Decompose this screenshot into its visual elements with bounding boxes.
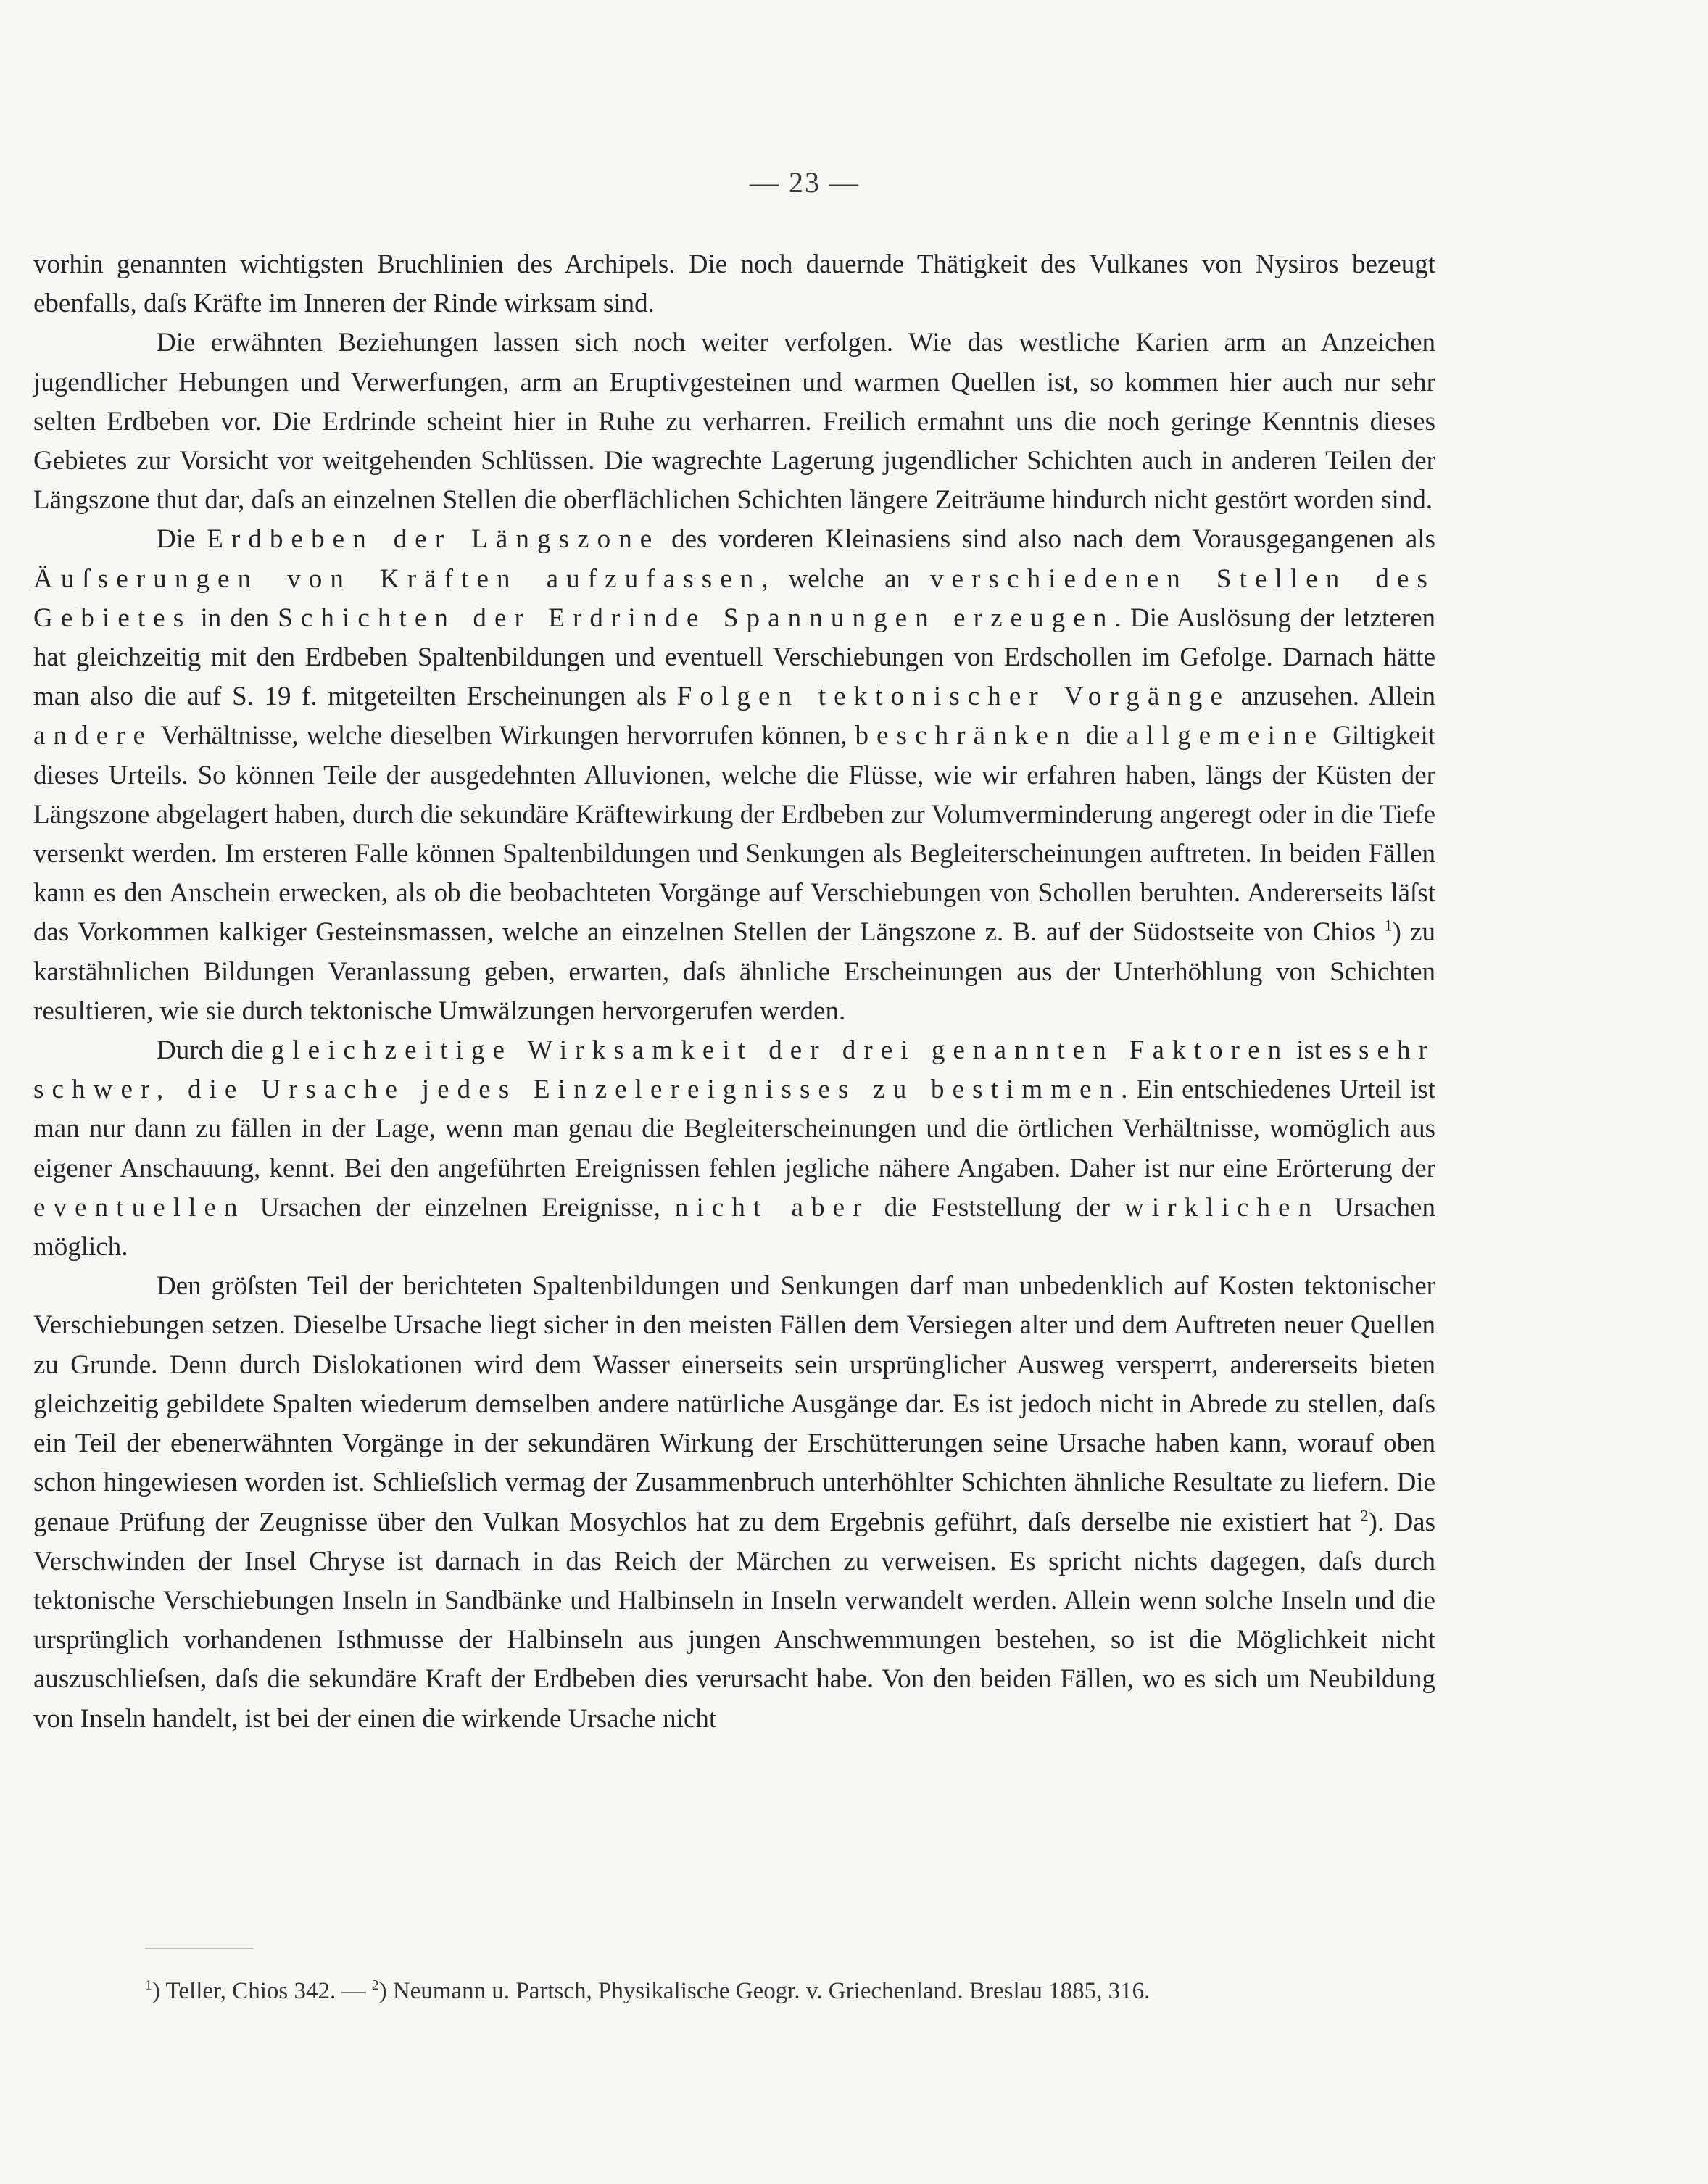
spaced-emphasis: Schichten der Erdrinde Spannungen erzeugen (278, 603, 1115, 633)
body-text (33, 245, 1435, 1739)
text-run: Die (157, 524, 207, 555)
spaced-emphasis: allgemeine (1126, 721, 1325, 751)
text-run: Den gröſsten Teil der berichteten Spaltenbildungen und Senkungen darf man unbedenklich auf Kosten tektonischer Verschiebungen setzen. Dieselbe Ursache liegt sicher in den meisten Fällen dem Versiegen alter und dem Auftreten neuer Quellen zu Grunde. Denn durch Dislokationen wird dem Wasser einerseits sein ursprünglicher Ausweg versperrt, andererseits bieten gleichzeitig gebildete Spalten wiederum demselben andere natürliche Ausgänge dar. Es ist jedoch nicht in Abrede zu stellen, daſs ein Teil der ebenerwähnten Vorgänge in der sekundären Wirkung der Erschütterungen seine Ursache haben kann, worauf oben schon hingewiesen worden ist. Schlieſslich vermag der Zusammenbruch unterhöhlter Schichten ähnliche Resultate zu liefern. Die genaue Prüfung der Zeugnisse über den Vulkan Mosychlos hat zu dem Ergebnis geführt, daſs derselbe nie existiert hat (33, 1271, 1435, 1537)
page-number: — 23 — (750, 166, 860, 199)
text-run: Verhältnisse, welche dieselben Wirkungen hervorrufen können, (153, 721, 855, 751)
footnotes (145, 1974, 1435, 2009)
spaced-emphasis: sehr schwer, die Ursache jedes Einzelereignisses zu bestimmen (33, 1035, 1436, 1105)
text-run: die Feststellung der (869, 1192, 1124, 1223)
paragraph-4 (33, 1031, 1435, 1267)
text-run: in den (191, 603, 278, 633)
text-run: des vorderen Kleinasiens sind also nach dem Vorausgegangenen als (660, 524, 1435, 555)
spaced-emphasis: nicht aber (674, 1192, 870, 1223)
paragraph-3 (33, 520, 1435, 1031)
spaced-emphasis: Folgen tektonischer Vorgänge (676, 682, 1231, 712)
text-run: ). Das Verschwinden der Insel Chryse ist darnach in das Reich der Märchen zu verweisen. Es spricht nichts dagegen, daſs durch tektonische Verschiebungen Inseln in Sandbänke und Halbinseln in Inseln verwandelt werden. Allein wenn solche Inseln und die ursprünglich vorhandenen Isthmusse der Halbinseln aus jungen Anschwemmungen bestehen, so ist die Möglichkeit nicht auszuschlieſsen, daſs die sekundäre Kraft der Erdbeben dies verursacht habe. Von den beiden Fällen, wo es sich um Neubildung von Inseln handelt, ist bei der einen die wirkende Ursache nicht (33, 1507, 1435, 1734)
text-run: Durch die (157, 1035, 271, 1066)
text-run: Ursachen möglich. (33, 1192, 1435, 1262)
text-run: Ursachen der einzelnen Ereignisse, (245, 1192, 675, 1223)
footnote-ref-1[interactable]: 1 (1384, 917, 1393, 935)
spaced-emphasis: eventuellen (33, 1192, 246, 1223)
paragraph-2: Die erwähnten Beziehungen lassen sich noch weiter verfolgen. Wie das westliche Karien arm an Anzeichen jugendlicher Hebungen und Verwerfungen, arm an Eruptivgesteinen und warmen Quellen ist, so kommen hier auch nur sehr selten Erdbeben vor. Die Erdrinde scheint hier in Ruhe zu verharren. Freilich ermahnt uns die noch geringe Kenntnis dieses Gebietes zur Vorsicht vor weitgehenden Schlüssen. Die wagrechte Lagerung jugendlicher Schichten auch in anderen Teilen der Längszone thut dar, daſs an einzelnen Stellen die oberflächlichen Schichten längere Zeiträume hindurch nicht gestört worden sind. (33, 328, 1435, 516)
spaced-emphasis: wirklichen (1124, 1192, 1320, 1223)
text-run: , welche an (761, 563, 930, 594)
spaced-emphasis: verschiedenen Stellen des Gebietes (33, 563, 1435, 633)
text-run: . Ein entschiedenes Urteil ist man nur dann zu fällen in der Lage, wenn man genau die Begleiterscheinungen und die örtlichen Verhältnisse, womöglich aus eigener Anschauung, kennt. Bei den angeführten Ereignissen fehlen jegliche nähere Angaben. Daher ist nur eine Erörterung der (33, 1075, 1435, 1183)
spaced-emphasis: beschränken (855, 721, 1078, 751)
text-run: ist es (1289, 1035, 1359, 1066)
spaced-emphasis: Äuſserungen von Kräften aufzufassen (33, 563, 762, 594)
spaced-emphasis: Erdbeben der Längszone (207, 524, 660, 555)
paragraph-5 (33, 1267, 1435, 1738)
text-run: anzusehen. Allein (1230, 682, 1436, 712)
footnote-2: ) Neumann u. Partsch, Physikalische Geogr. v. Griechenland. Breslau 1885, 316. (378, 1978, 1151, 2004)
spaced-emphasis: gleichzeitige Wirksamkeit der drei genannten Faktoren (270, 1035, 1290, 1066)
footnote-ref-2[interactable]: 2 (1360, 1506, 1369, 1525)
footnote-1: ) Teller, Chios 342. — (152, 1978, 372, 2004)
spaced-emphasis: andere (33, 721, 154, 751)
text-run: die (1077, 721, 1127, 751)
footnote-divider (145, 1948, 254, 1949)
text-run: . Die Auslösung der letzteren hat gleichzeitig mit den Erdbeben Spaltenbildungen und eventuell Verschiebungen von Erdschollen im Gefolge. Darnach hätte man also die auf S. 19 f. mitgeteilten Erscheinungen als (33, 603, 1436, 712)
footnote-mark-1: 1 (145, 1977, 152, 1993)
footnote-mark-2: 2 (371, 1977, 379, 1993)
paragraph-1: vorhin genannten wichtigsten Bruchlinien des Archipels. Die noch dauernde Thätigkeit des Vulkanes von Nysiros bezeugt ebenfalls, daſs Kräfte im Inneren der Rinde wirksam sind. (33, 249, 1435, 319)
text-run: ) zu karstähnlichen Bildungen Veranlassung geben, erwarten, daſs ähnliche Erscheinungen aus der Unterhöhlung von Schichten resultieren, wie sie durch tektonische Umwälzungen hervorgerufen werden. (33, 917, 1435, 1026)
text-run: Giltigkeit dieses Urteils. So können Teile der ausgedehnten Alluvionen, welche die Flüsse, wie wir erfahren haben, längs der Küsten der Längszone abgelagert haben, durch die sekundäre Kräftewirkung der Erdbeben zur Volumverminderung angeregt oder in die Tiefe versenkt werden. Im ersteren Falle können Spaltenbildungen und Senkungen als Begleiterscheinungen auftreten. In beiden Fällen kann es den Anschein erwecken, als ob die beobachteten Vorgänge auf Verschiebungen von Schollen beruhten. Andererseits läſst das Vorkommen kalkiger Gesteinsmassen, welche an einzelnen Stellen der Längszone z. B. auf der Südostseite von Chios (33, 721, 1436, 948)
